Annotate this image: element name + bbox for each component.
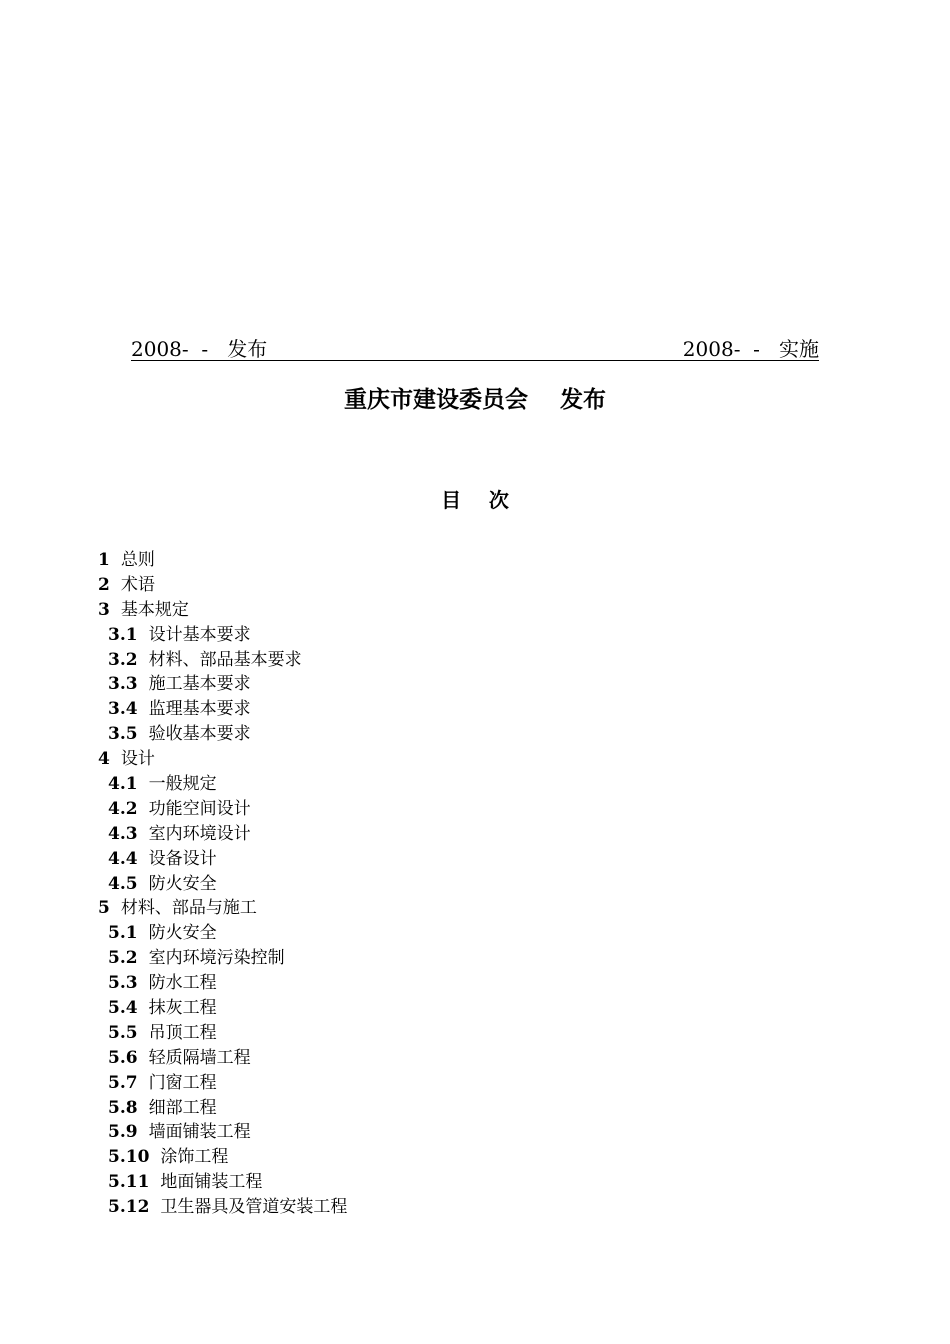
toc-item-title: 卫生器具及管道安装工程 (160, 1197, 348, 1218)
toc-item[interactable] (98, 921, 347, 946)
toc-item-title: 涂饰工程 (160, 1147, 229, 1168)
toc-item-number: 5.11 (108, 1172, 150, 1193)
toc-item[interactable] (98, 573, 347, 598)
toc-item-title: 监理基本要求 (148, 699, 251, 720)
toc-item[interactable] (98, 872, 347, 897)
toc-item-title: 室内环境设计 (148, 823, 251, 844)
toc-item-number: 5.10 (108, 1147, 150, 1168)
toc-item-number: 5.9 (108, 1122, 138, 1143)
toc-item-number: 5.6 (108, 1047, 138, 1068)
toc-item-title: 设备设计 (148, 848, 217, 869)
toc-item[interactable] (98, 847, 347, 872)
toc-item-title: 施工基本要求 (148, 674, 251, 695)
toc-item[interactable] (98, 1096, 347, 1121)
toc-item-title: 地面铺装工程 (160, 1172, 263, 1193)
toc-item[interactable] (98, 672, 347, 697)
toc-item-number: 3 (98, 599, 110, 620)
toc-item-number: 5.2 (108, 948, 138, 969)
toc-item-title: 功能空间设计 (148, 798, 251, 819)
toc-item[interactable] (98, 648, 347, 673)
publish-date: 2008- - 发布 (131, 337, 268, 361)
toc-item-number: 4.1 (108, 774, 138, 795)
toc-item-number: 2 (98, 574, 110, 595)
table-of-contents (98, 548, 347, 1220)
toc-item-number: 5.12 (108, 1197, 150, 1218)
toc-item[interactable] (98, 1145, 347, 1170)
date-line (131, 336, 819, 361)
toc-item-number: 5.4 (108, 998, 138, 1019)
issuer-title: 重庆市建设委员会 发布 (343, 386, 607, 413)
toc-item-number: 4.5 (108, 873, 138, 894)
toc-item[interactable] (98, 946, 347, 971)
toc-item[interactable] (98, 747, 347, 772)
toc-item-number: 4.3 (108, 823, 138, 844)
toc-item-title: 设计 (120, 749, 155, 770)
toc-item[interactable] (98, 896, 347, 921)
toc-item[interactable] (98, 1071, 347, 1096)
toc-item-title: 验收基本要求 (148, 724, 251, 745)
toc-item-title: 轻质隔墙工程 (148, 1047, 251, 1068)
toc-item[interactable] (98, 598, 347, 623)
toc-item[interactable] (98, 1195, 347, 1220)
toc-item-title: 墙面铺装工程 (148, 1122, 251, 1143)
toc-item[interactable] (98, 1046, 347, 1071)
toc-item-title: 一般规定 (148, 774, 217, 795)
toc-item-number: 3.1 (108, 624, 138, 645)
toc-item-title: 防火安全 (148, 923, 217, 944)
toc-item-number: 1 (98, 550, 110, 570)
toc-item[interactable] (98, 822, 347, 847)
toc-title: 目 次 (441, 488, 509, 512)
toc-item[interactable] (98, 1170, 347, 1195)
toc-item-number: 3.4 (108, 699, 138, 720)
toc-item-number: 3.2 (108, 649, 138, 670)
toc-item[interactable] (98, 623, 347, 648)
toc-item-title: 室内环境污染控制 (148, 948, 285, 969)
toc-item-title: 总则 (120, 550, 155, 570)
toc-item-title: 防水工程 (148, 973, 217, 994)
toc-item-number: 5.8 (108, 1097, 138, 1118)
implement-date: 2008- - 实施 (682, 337, 819, 361)
toc-item-number: 5.1 (108, 923, 138, 944)
toc-item[interactable] (98, 797, 347, 822)
toc-item[interactable] (98, 722, 347, 747)
toc-item-title: 门窗工程 (148, 1072, 217, 1093)
toc-item[interactable] (98, 548, 347, 573)
toc-item-number: 3.3 (108, 674, 138, 695)
toc-item[interactable] (98, 996, 347, 1021)
toc-item-number: 5.5 (108, 1022, 138, 1043)
toc-item-number: 4.2 (108, 798, 138, 819)
toc-item-title: 材料、部品基本要求 (148, 649, 302, 670)
toc-item[interactable] (98, 971, 347, 996)
toc-item[interactable] (98, 1021, 347, 1046)
toc-item[interactable] (98, 772, 347, 797)
toc-item-number: 5 (98, 898, 110, 919)
toc-item-title: 防火安全 (148, 873, 217, 894)
toc-item[interactable] (98, 697, 347, 722)
toc-item-number: 5.7 (108, 1072, 138, 1093)
toc-item[interactable] (98, 1120, 347, 1145)
toc-item-number: 3.5 (108, 724, 138, 745)
toc-item-number: 4 (98, 749, 110, 770)
toc-item-title: 细部工程 (148, 1097, 217, 1118)
toc-item-number: 4.4 (108, 848, 138, 869)
toc-item-title: 吊顶工程 (148, 1022, 217, 1043)
toc-item-title: 抹灰工程 (148, 998, 217, 1019)
toc-item-title: 材料、部品与施工 (120, 898, 257, 919)
toc-item-title: 基本规定 (120, 599, 189, 620)
toc-item-title: 设计基本要求 (148, 624, 251, 645)
toc-item-title: 术语 (120, 574, 155, 595)
toc-item-number: 5.3 (108, 973, 138, 994)
